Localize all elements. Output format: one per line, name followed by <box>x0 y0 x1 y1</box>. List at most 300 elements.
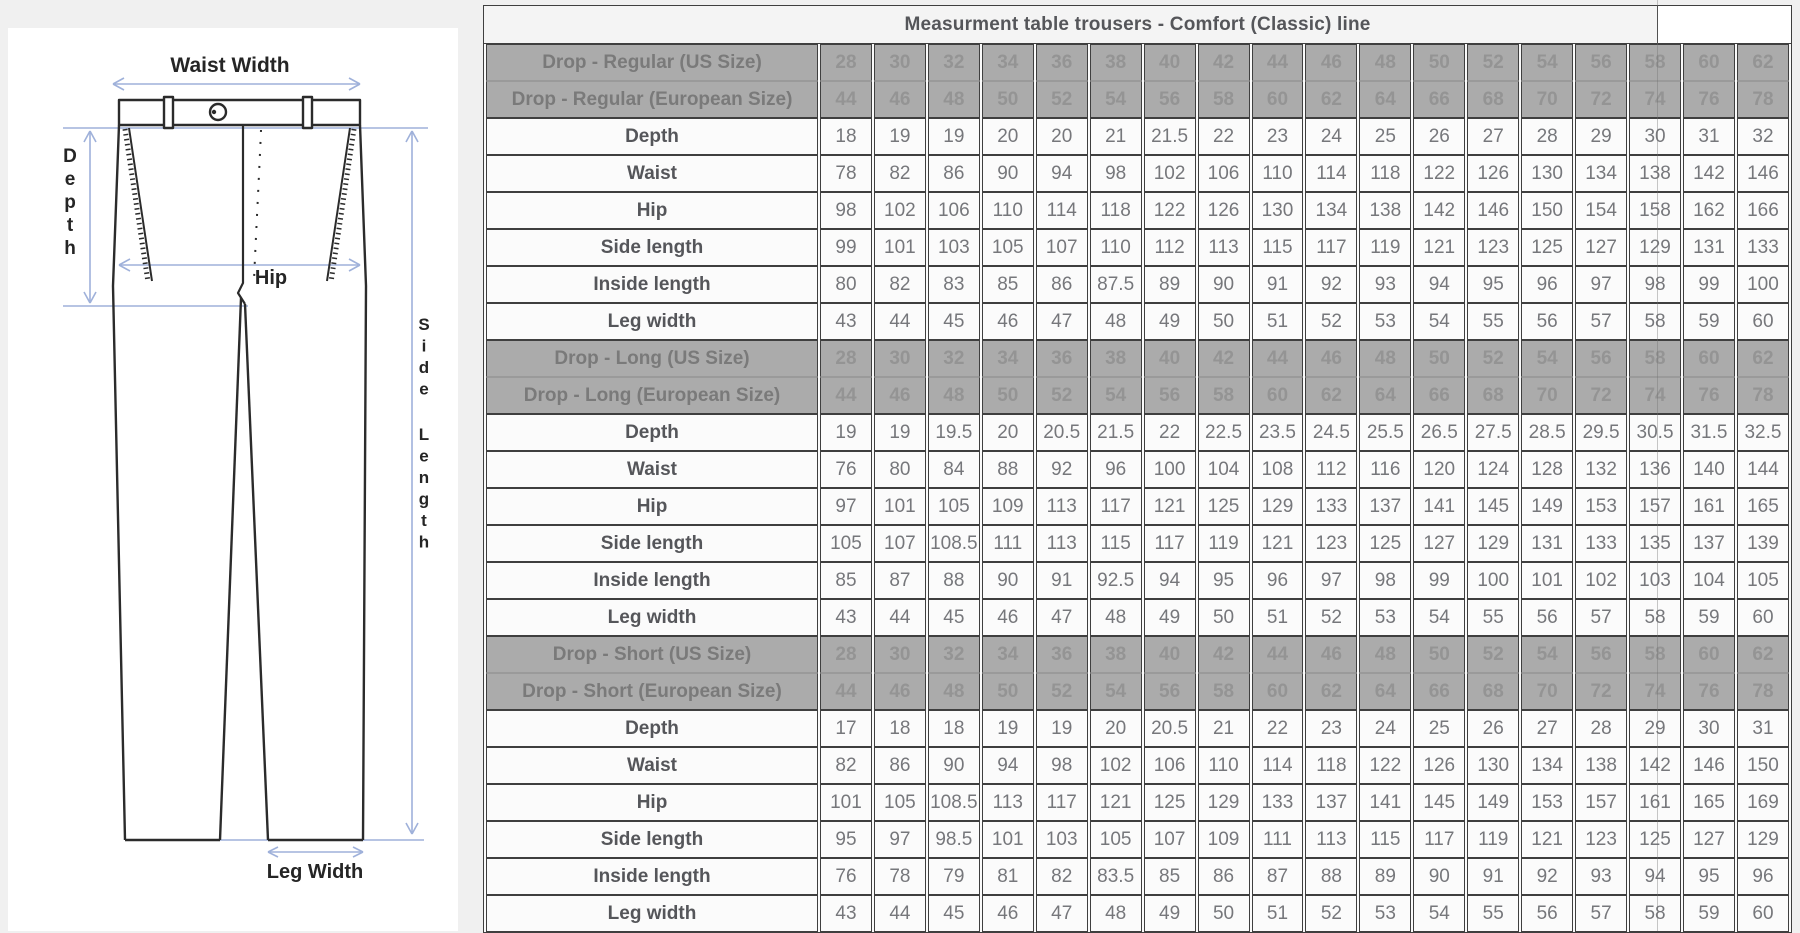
value-cell: 25 <box>1359 118 1411 155</box>
value-cell: 47 <box>1036 895 1088 932</box>
value-cell: 144 <box>1737 451 1789 488</box>
value-cell: 31.5 <box>1683 414 1735 451</box>
value-cell: 49 <box>1144 895 1196 932</box>
value-cell: 108.5 <box>928 784 980 821</box>
value-cell: 91 <box>1036 562 1088 599</box>
trousers-diagram <box>8 28 458 931</box>
value-cell: 46 <box>982 895 1034 932</box>
size-cell: 74 <box>1629 81 1681 118</box>
svg-text:t: t <box>421 511 427 530</box>
row-label-cell: Inside length <box>486 562 818 599</box>
size-cell: 44 <box>1252 44 1304 81</box>
svg-text:n: n <box>418 468 430 487</box>
value-cell: 105 <box>1090 821 1142 858</box>
size-header-row-us-long <box>486 340 1789 377</box>
measurement-row-short <box>486 821 1789 858</box>
value-cell: 165 <box>1683 784 1735 821</box>
value-cell: 50 <box>1198 895 1250 932</box>
value-cell: 19 <box>982 710 1034 747</box>
value-cell: 123 <box>1575 821 1627 858</box>
svg-text:h: h <box>418 532 430 552</box>
value-cell: 90 <box>982 562 1034 599</box>
value-cell: 121 <box>1521 821 1573 858</box>
value-cell: 121 <box>1144 488 1196 525</box>
value-cell: 87 <box>874 562 926 599</box>
value-cell: 118 <box>1305 747 1357 784</box>
value-cell: 52 <box>1305 303 1357 340</box>
value-cell: 51 <box>1252 895 1304 932</box>
value-cell: 96 <box>1521 266 1573 303</box>
value-cell: 25 <box>1413 710 1465 747</box>
value-cell: 50 <box>1198 303 1250 340</box>
value-cell: 98 <box>1359 562 1411 599</box>
side-length-arrow <box>406 131 418 834</box>
size-cell: 30 <box>874 340 926 377</box>
value-cell: 96 <box>1090 451 1142 488</box>
value-cell: 101 <box>820 784 872 821</box>
size-cell: 32 <box>928 340 980 377</box>
value-cell: 87 <box>1252 858 1304 895</box>
measurement-row-long <box>486 451 1789 488</box>
value-cell: 149 <box>1521 488 1573 525</box>
value-cell: 123 <box>1467 229 1519 266</box>
value-cell: 26 <box>1413 118 1465 155</box>
value-cell: 95 <box>1683 858 1735 895</box>
size-cell: 46 <box>1305 340 1357 377</box>
measurement-row-short <box>486 858 1789 895</box>
value-cell: 126 <box>1413 747 1465 784</box>
value-cell: 90 <box>982 155 1034 192</box>
value-cell: 26.5 <box>1413 414 1465 451</box>
value-cell: 21.5 <box>1090 414 1142 451</box>
value-cell: 60 <box>1737 895 1789 932</box>
svg-text:L: L <box>418 425 430 444</box>
value-cell: 133 <box>1575 525 1627 562</box>
leg-width-arrow <box>268 847 363 857</box>
value-cell: 98 <box>1629 266 1681 303</box>
value-cell: 19 <box>1036 710 1088 747</box>
value-cell: 80 <box>874 451 926 488</box>
value-cell: 91 <box>1467 858 1519 895</box>
size-cell: 60 <box>1252 377 1304 414</box>
size-cell: 54 <box>1521 636 1573 673</box>
value-cell: 30.5 <box>1629 414 1681 451</box>
value-cell: 137 <box>1359 488 1411 525</box>
value-cell: 122 <box>1144 192 1196 229</box>
size-cell: 72 <box>1575 81 1627 118</box>
value-cell: 93 <box>1575 858 1627 895</box>
value-cell: 52 <box>1305 599 1357 636</box>
value-cell: 145 <box>1467 488 1519 525</box>
size-cell: 50 <box>982 673 1034 710</box>
value-cell: 100 <box>1737 266 1789 303</box>
value-cell: 55 <box>1467 599 1519 636</box>
right-outer-seam <box>360 125 366 840</box>
row-label-cell: Hip <box>486 192 818 229</box>
size-cell: 52 <box>1036 81 1088 118</box>
size-cell: 52 <box>1467 636 1519 673</box>
value-cell: 117 <box>1144 525 1196 562</box>
value-cell: 97 <box>874 821 926 858</box>
size-cell: 62 <box>1305 81 1357 118</box>
measurement-row-regular <box>486 192 1789 229</box>
size-cell: 60 <box>1683 636 1735 673</box>
svg-text:i: i <box>421 336 427 356</box>
value-cell: 105 <box>820 525 872 562</box>
value-cell: 166 <box>1737 192 1789 229</box>
value-cell: 142 <box>1683 155 1735 192</box>
size-cell: 32 <box>928 44 980 81</box>
size-cell: 52 <box>1036 673 1088 710</box>
size-cell: 76 <box>1683 81 1735 118</box>
value-cell: 58 <box>1629 599 1681 636</box>
right-inner-seam <box>245 304 268 840</box>
size-cell: 68 <box>1467 81 1519 118</box>
value-cell: 146 <box>1737 155 1789 192</box>
row-label-cell: Hip <box>486 784 818 821</box>
size-cell: 48 <box>1359 340 1411 377</box>
value-cell: 86 <box>1198 858 1250 895</box>
value-cell: 44 <box>874 303 926 340</box>
value-cell: 29 <box>1629 710 1681 747</box>
size-cell: 44 <box>820 81 872 118</box>
value-cell: 56 <box>1521 599 1573 636</box>
value-cell: 133 <box>1737 229 1789 266</box>
size-cell: 30 <box>874 636 926 673</box>
value-cell: 117 <box>1305 229 1357 266</box>
value-cell: 76 <box>820 858 872 895</box>
measurement-row-regular <box>486 303 1789 340</box>
size-cell: 54 <box>1521 44 1573 81</box>
value-cell: 105 <box>1737 562 1789 599</box>
size-cell: 50 <box>982 377 1034 414</box>
value-cell: 94 <box>1413 266 1465 303</box>
size-cell: 50 <box>982 81 1034 118</box>
value-cell: 49 <box>1144 599 1196 636</box>
value-cell: 78 <box>820 155 872 192</box>
size-cell: 44 <box>820 673 872 710</box>
size-cell: 66 <box>1413 377 1465 414</box>
value-cell: 137 <box>1683 525 1735 562</box>
value-cell: 105 <box>874 784 926 821</box>
svg-text:S: S <box>418 315 430 334</box>
value-cell: 102 <box>1090 747 1142 784</box>
value-cell: 48 <box>1090 599 1142 636</box>
row-label-cell: Waist <box>486 155 818 192</box>
value-cell: 119 <box>1198 525 1250 562</box>
value-cell: 92 <box>1305 266 1357 303</box>
size-cell: 42 <box>1198 44 1250 81</box>
value-cell: 56 <box>1521 895 1573 932</box>
measurement-row-long <box>486 414 1789 451</box>
value-cell: 20 <box>982 414 1034 451</box>
row-label-cell: Drop - Regular (European Size) <box>486 81 818 118</box>
value-cell: 114 <box>1305 155 1357 192</box>
size-header-row-eu-regular <box>486 81 1789 118</box>
value-cell: 117 <box>1036 784 1088 821</box>
row-label-cell: Depth <box>486 710 818 747</box>
value-cell: 19 <box>820 414 872 451</box>
value-cell: 43 <box>820 303 872 340</box>
value-cell: 92 <box>1036 451 1088 488</box>
leg-width-label: Leg Width <box>266 861 364 883</box>
value-cell: 99 <box>1413 562 1465 599</box>
value-cell: 109 <box>982 488 1034 525</box>
value-cell: 21.5 <box>1144 118 1196 155</box>
value-cell: 85 <box>1144 858 1196 895</box>
value-cell: 89 <box>1359 858 1411 895</box>
value-cell: 29.5 <box>1575 414 1627 451</box>
size-cell: 38 <box>1090 44 1142 81</box>
value-cell: 150 <box>1521 192 1573 229</box>
value-cell: 58 <box>1629 895 1681 932</box>
value-cell: 108.5 <box>928 525 980 562</box>
value-cell: 133 <box>1305 488 1357 525</box>
value-cell: 43 <box>820 895 872 932</box>
value-cell: 20 <box>982 118 1034 155</box>
value-cell: 106 <box>928 192 980 229</box>
value-cell: 31 <box>1683 118 1735 155</box>
value-cell: 125 <box>1144 784 1196 821</box>
value-cell: 103 <box>1629 562 1681 599</box>
value-cell: 99 <box>820 229 872 266</box>
value-cell: 95 <box>1198 562 1250 599</box>
value-cell: 85 <box>982 266 1034 303</box>
value-cell: 126 <box>1198 192 1250 229</box>
value-cell: 111 <box>982 525 1034 562</box>
value-cell: 116 <box>1359 451 1411 488</box>
size-cell: 46 <box>1305 636 1357 673</box>
value-cell: 28.5 <box>1521 414 1573 451</box>
value-cell: 83 <box>928 266 980 303</box>
size-cell: 78 <box>1737 673 1789 710</box>
size-cell: 34 <box>982 340 1034 377</box>
value-cell: 130 <box>1252 192 1304 229</box>
value-cell: 131 <box>1521 525 1573 562</box>
value-cell: 57 <box>1575 599 1627 636</box>
row-label-cell: Inside length <box>486 266 818 303</box>
size-cell: 46 <box>1305 44 1357 81</box>
left-inner-seam <box>220 298 241 840</box>
value-cell: 138 <box>1359 192 1411 229</box>
depth-label <box>63 146 77 259</box>
size-cell: 78 <box>1737 377 1789 414</box>
value-cell: 145 <box>1413 784 1465 821</box>
value-cell: 43 <box>820 599 872 636</box>
size-cell: 56 <box>1575 340 1627 377</box>
measurement-row-regular <box>486 266 1789 303</box>
value-cell: 98 <box>1036 747 1088 784</box>
size-cell: 58 <box>1198 81 1250 118</box>
value-cell: 125 <box>1629 821 1681 858</box>
row-label-cell: Side length <box>486 229 818 266</box>
value-cell: 102 <box>874 192 926 229</box>
value-cell: 18 <box>928 710 980 747</box>
size-cell: 44 <box>820 377 872 414</box>
value-cell: 19.5 <box>928 414 980 451</box>
value-cell: 115 <box>1252 229 1304 266</box>
measurement-row-regular <box>486 118 1789 155</box>
value-cell: 59 <box>1683 303 1735 340</box>
waistband <box>119 100 360 125</box>
value-cell: 88 <box>982 451 1034 488</box>
value-cell: 130 <box>1521 155 1573 192</box>
value-cell: 90 <box>928 747 980 784</box>
value-cell: 91 <box>1252 266 1304 303</box>
value-cell: 135 <box>1629 525 1681 562</box>
value-cell: 80 <box>820 266 872 303</box>
table-title-bar <box>484 6 1791 44</box>
value-cell: 110 <box>1090 229 1142 266</box>
measurement-row-short <box>486 895 1789 932</box>
value-cell: 85 <box>820 562 872 599</box>
measurement-row-long <box>486 599 1789 636</box>
value-cell: 82 <box>820 747 872 784</box>
size-cell: 64 <box>1359 81 1411 118</box>
size-cell: 74 <box>1629 673 1681 710</box>
size-cell: 52 <box>1467 44 1519 81</box>
value-cell: 51 <box>1252 599 1304 636</box>
value-cell: 23 <box>1305 710 1357 747</box>
left-outer-seam <box>113 125 125 840</box>
size-cell: 52 <box>1036 377 1088 414</box>
value-cell: 95 <box>820 821 872 858</box>
size-cell: 40 <box>1144 44 1196 81</box>
value-cell: 27 <box>1521 710 1573 747</box>
size-cell: 38 <box>1090 636 1142 673</box>
size-cell: 62 <box>1737 44 1789 81</box>
value-cell: 20.5 <box>1144 710 1196 747</box>
value-cell: 20 <box>1036 118 1088 155</box>
value-cell: 53 <box>1359 303 1411 340</box>
value-cell: 98 <box>1090 155 1142 192</box>
value-cell: 110 <box>1198 747 1250 784</box>
value-cell: 94 <box>982 747 1034 784</box>
size-cell: 72 <box>1575 673 1627 710</box>
value-cell: 131 <box>1683 229 1735 266</box>
svg-text:e: e <box>419 379 429 399</box>
value-cell: 139 <box>1737 525 1789 562</box>
size-cell: 60 <box>1252 81 1304 118</box>
trousers-outline <box>113 97 366 840</box>
value-cell: 107 <box>1144 821 1196 858</box>
value-cell: 129 <box>1737 821 1789 858</box>
svg-text:e: e <box>419 446 429 466</box>
value-cell: 83.5 <box>1090 858 1142 895</box>
value-cell: 97 <box>820 488 872 525</box>
value-cell: 48 <box>1090 895 1142 932</box>
value-cell: 124 <box>1467 451 1519 488</box>
measurement-row-long <box>486 562 1789 599</box>
value-cell: 28 <box>1575 710 1627 747</box>
row-label-cell: Side length <box>486 821 818 858</box>
size-cell: 58 <box>1198 673 1250 710</box>
side-length-label <box>418 315 429 552</box>
value-cell: 19 <box>874 118 926 155</box>
value-cell: 60 <box>1737 303 1789 340</box>
svg-text:t: t <box>66 215 74 236</box>
value-cell: 134 <box>1305 192 1357 229</box>
size-cell: 50 <box>1413 636 1465 673</box>
value-cell: 140 <box>1683 451 1735 488</box>
size-cell: 72 <box>1575 377 1627 414</box>
measurement-row-long <box>486 525 1789 562</box>
row-label-cell: Drop - Long (European Size) <box>486 377 818 414</box>
value-cell: 79 <box>928 858 980 895</box>
size-cell: 62 <box>1305 377 1357 414</box>
value-cell: 84 <box>928 451 980 488</box>
size-cell: 28 <box>820 44 872 81</box>
value-cell: 169 <box>1737 784 1789 821</box>
value-cell: 106 <box>1198 155 1250 192</box>
value-cell: 146 <box>1683 747 1735 784</box>
value-cell: 118 <box>1359 155 1411 192</box>
value-cell: 125 <box>1198 488 1250 525</box>
fly-line <box>238 125 245 304</box>
value-cell: 31 <box>1737 710 1789 747</box>
value-cell: 103 <box>1036 821 1088 858</box>
value-cell: 49 <box>1144 303 1196 340</box>
size-cell: 64 <box>1359 673 1411 710</box>
value-cell: 150 <box>1737 747 1789 784</box>
value-cell: 53 <box>1359 599 1411 636</box>
value-cell: 113 <box>1305 821 1357 858</box>
value-cell: 100 <box>1467 562 1519 599</box>
value-cell: 52 <box>1305 895 1357 932</box>
value-cell: 47 <box>1036 599 1088 636</box>
row-label-cell: Depth <box>486 414 818 451</box>
size-header-row-us-short <box>486 636 1789 673</box>
value-cell: 53 <box>1359 895 1411 932</box>
value-cell: 153 <box>1575 488 1627 525</box>
size-cell: 68 <box>1467 377 1519 414</box>
value-cell: 127 <box>1575 229 1627 266</box>
size-cell: 62 <box>1737 340 1789 377</box>
value-cell: 117 <box>1413 821 1465 858</box>
value-cell: 30 <box>1683 710 1735 747</box>
value-cell: 54 <box>1413 599 1465 636</box>
value-cell: 92 <box>1521 858 1573 895</box>
size-header-row-eu-short <box>486 673 1789 710</box>
value-cell: 27.5 <box>1467 414 1519 451</box>
value-cell: 94 <box>1144 562 1196 599</box>
size-cell: 62 <box>1305 673 1357 710</box>
size-cell: 52 <box>1467 340 1519 377</box>
size-cell: 48 <box>1359 44 1411 81</box>
size-cell: 68 <box>1467 673 1519 710</box>
value-cell: 23 <box>1252 118 1304 155</box>
size-cell: 48 <box>928 377 980 414</box>
value-cell: 28 <box>1521 118 1573 155</box>
value-cell: 113 <box>1198 229 1250 266</box>
value-cell: 101 <box>982 821 1034 858</box>
value-cell: 78 <box>874 858 926 895</box>
value-cell: 46 <box>982 599 1034 636</box>
value-cell: 100 <box>1144 451 1196 488</box>
size-cell: 78 <box>1737 81 1789 118</box>
size-cell: 60 <box>1683 340 1735 377</box>
value-cell: 115 <box>1090 525 1142 562</box>
value-cell: 29 <box>1575 118 1627 155</box>
row-label-cell: Depth <box>486 118 818 155</box>
size-cell: 56 <box>1144 81 1196 118</box>
value-cell: 105 <box>928 488 980 525</box>
measurement-row-short <box>486 747 1789 784</box>
size-cell: 28 <box>820 340 872 377</box>
size-cell: 56 <box>1144 377 1196 414</box>
value-cell: 57 <box>1575 303 1627 340</box>
value-cell: 45 <box>928 303 980 340</box>
